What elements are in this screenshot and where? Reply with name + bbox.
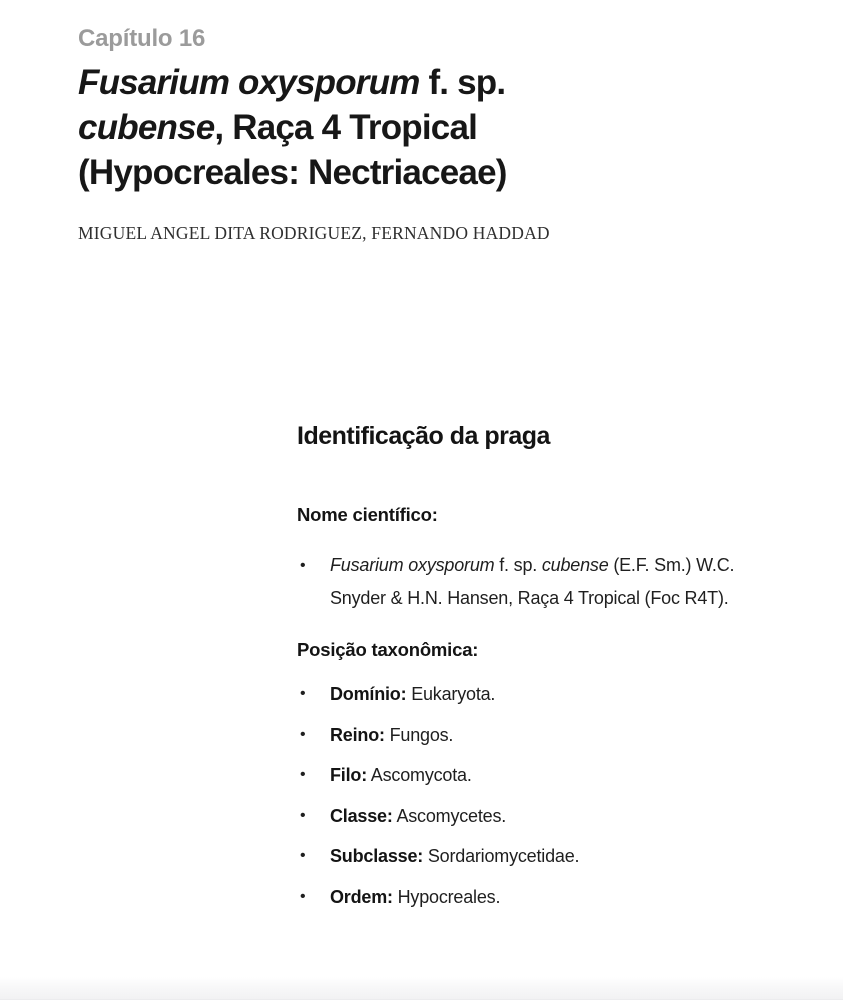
scientific-name-heading: Nome científico: [297, 504, 438, 525]
chapter-header [78, 24, 698, 244]
sci-regular-1: f. sp. [494, 555, 542, 575]
taxonomy-list [297, 682, 777, 909]
bullet-marker: • [300, 557, 306, 574]
page-edge-band [0, 977, 843, 1000]
bullet-marker: • [300, 766, 306, 783]
chapter-title-line-3: (Hypocreales: Nectriaceae) [78, 153, 507, 192]
taxonomy-value: Eukaryota. [406, 684, 496, 704]
title-line1-regular: f. sp. [419, 63, 506, 102]
title-line2-regular: , Raça 4 Tropical [214, 108, 478, 147]
sci-regular-2: (E.F. Sm.) W.C. Snyder & H.N. Hansen, Raça 4 Tropical (Foc R4T). [330, 555, 735, 608]
taxonomy-item-classe [297, 804, 777, 828]
scientific-name-list [297, 549, 777, 615]
bullet-marker: • [300, 887, 306, 905]
taxonomy-term: Subclasse: [330, 846, 424, 866]
taxonomy-value: Hypocreales. [392, 886, 501, 907]
taxonomy-term: Domínio: [330, 684, 407, 704]
bullet-marker: • [300, 725, 306, 743]
taxonomy-term: Reino: [330, 724, 385, 745]
taxonomy-term: Filo: [330, 765, 367, 785]
section-heading: Identificação da praga [297, 422, 550, 450]
content-column [297, 420, 797, 909]
taxonomy-item-filo [297, 763, 777, 787]
chapter-label: Capítulo 16 [78, 25, 206, 52]
chapter-title [78, 60, 698, 195]
bullet-marker: • [300, 685, 306, 702]
taxonomy-item-reino [297, 723, 777, 747]
taxonomy-value: Sordariomycetidae. [423, 846, 580, 866]
taxonomy-value: Fungos. [384, 724, 454, 745]
taxonomy-value: Ascomycetes. [392, 805, 507, 826]
chapter-title-line-1 [78, 60, 698, 105]
authors-line: MIGUEL ANGEL DITA RODRIGUEZ, FERNANDO HADDAD [78, 223, 550, 243]
title-species-italic: Fusarium oxysporum [78, 63, 420, 102]
sci-italic-2: cubense [541, 555, 609, 575]
sci-italic-1: Fusarium oxysporum [330, 555, 495, 575]
bullet-marker: • [300, 806, 306, 824]
taxonomy-item-subclasse [297, 844, 777, 868]
taxonomy-item-dominio [297, 682, 777, 706]
taxonomy-term: Ordem: [330, 886, 393, 907]
bullet-marker: • [300, 847, 306, 864]
title-cubense-italic: cubense [78, 108, 215, 147]
taxonomy-term: Classe: [330, 805, 393, 826]
taxonomy-heading: Posição taxonômica: [297, 639, 479, 660]
chapter-title-line-2 [78, 105, 698, 150]
taxonomy-item-ordem [297, 885, 777, 909]
taxonomy-value: Ascomycota. [367, 765, 472, 785]
scientific-name-item [297, 549, 777, 615]
